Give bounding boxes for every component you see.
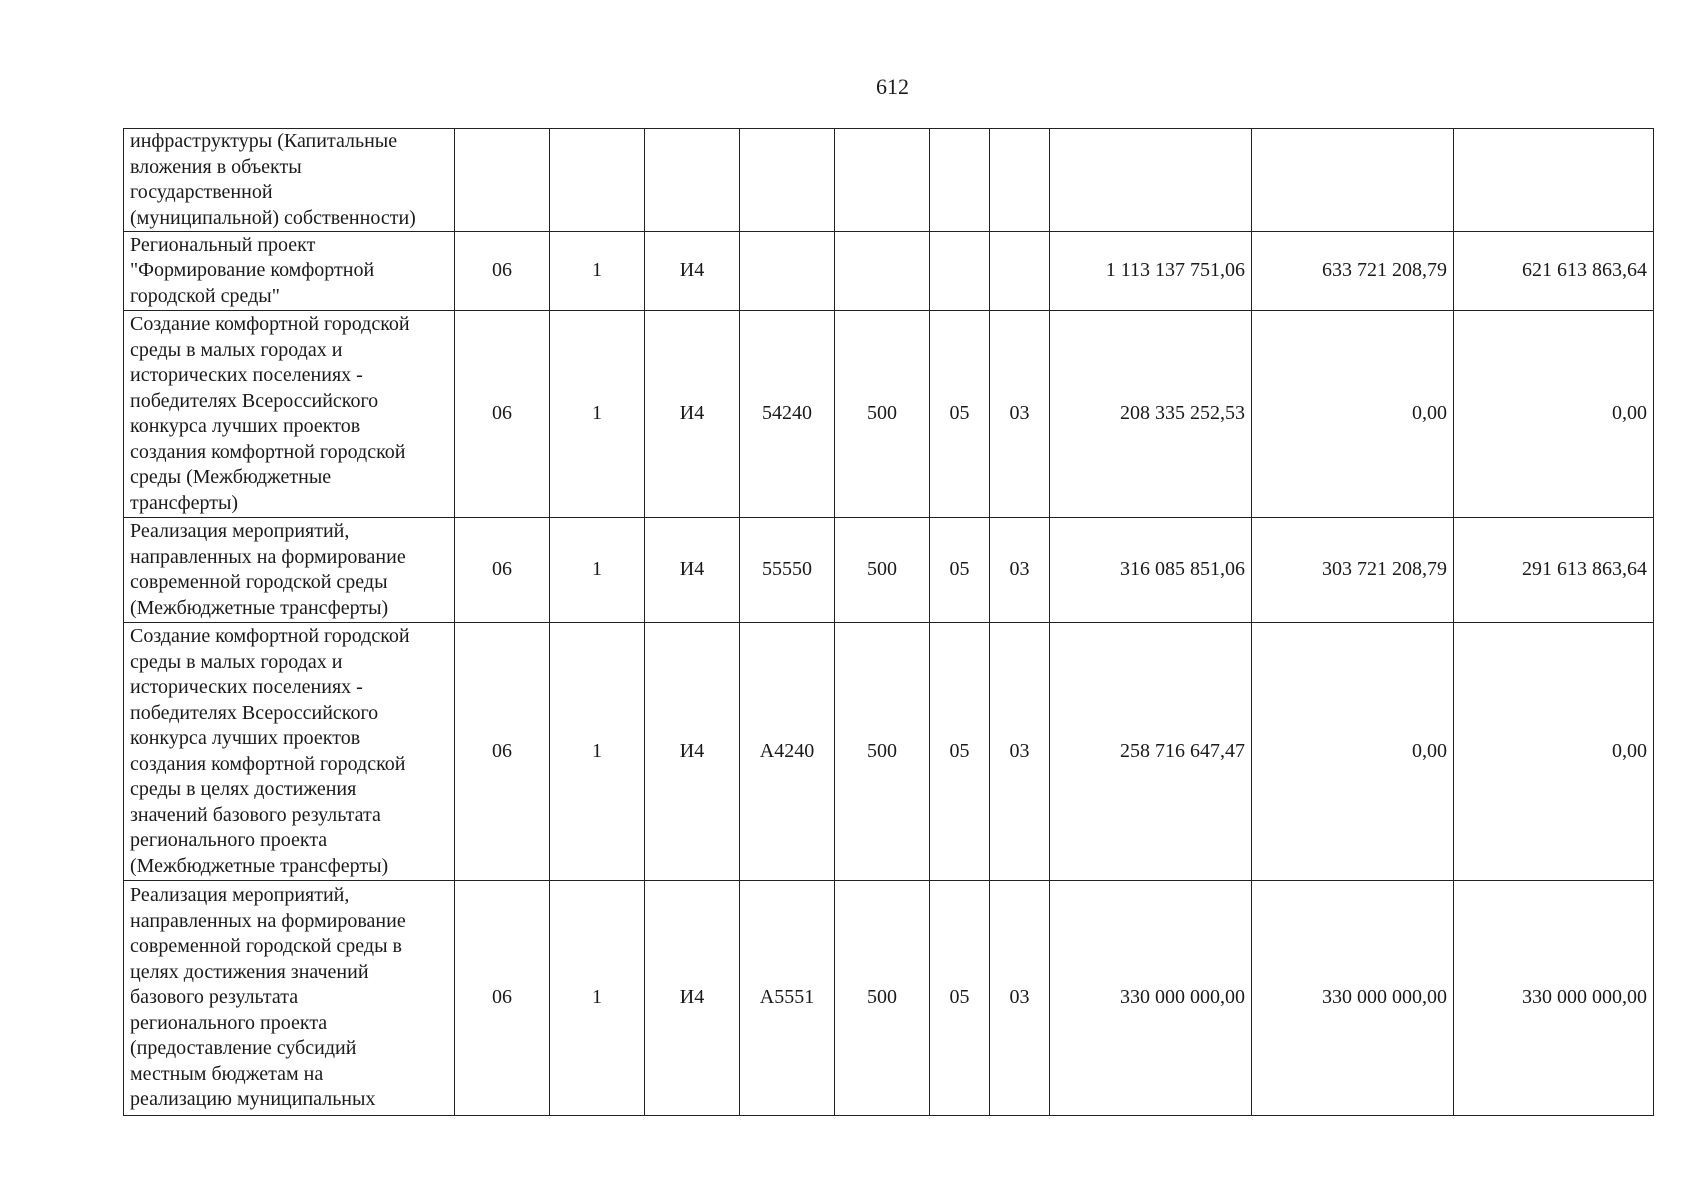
amount-year-2: 633 721 208,79 xyxy=(1252,232,1454,311)
page-number: 612 xyxy=(876,74,909,99)
subprogram-code: 1 xyxy=(550,881,645,1116)
table-row xyxy=(124,518,1654,623)
project-code: И4 xyxy=(645,518,740,623)
amount-year-3: 0,00 xyxy=(1454,623,1654,881)
expense-type: 500 xyxy=(835,311,930,518)
direction-code xyxy=(740,232,835,311)
subprogram-code: 1 xyxy=(550,311,645,518)
amount-year-1 xyxy=(1050,129,1252,232)
project-code: И4 xyxy=(645,232,740,311)
subsection: 03 xyxy=(990,623,1050,881)
amount-year-1: 208 335 252,53 xyxy=(1050,311,1252,518)
subprogram-code xyxy=(550,129,645,232)
program-code xyxy=(455,129,550,232)
expense-type: 500 xyxy=(835,881,930,1116)
section xyxy=(930,129,990,232)
row-description: Региональный проект "Формирование комфортной городской среды" xyxy=(124,232,455,311)
program-code: 06 xyxy=(455,881,550,1116)
program-code: 06 xyxy=(455,311,550,518)
row-description: Реализация мероприятий, направленных на формирование современной городской среды в целях достижения значений базового результата регионального проекта (предоставление субсидий местным бюджетам на реализацию муниципальных xyxy=(124,881,455,1116)
amount-year-1: 316 085 851,06 xyxy=(1050,518,1252,623)
expense-type xyxy=(835,232,930,311)
amount-year-1: 258 716 647,47 xyxy=(1050,623,1252,881)
amount-year-3: 621 613 863,64 xyxy=(1454,232,1654,311)
table-row xyxy=(124,623,1654,881)
subsection: 03 xyxy=(990,311,1050,518)
subprogram-code: 1 xyxy=(550,518,645,623)
amount-year-1: 330 000 000,00 xyxy=(1050,881,1252,1116)
direction-code: А4240 xyxy=(740,623,835,881)
amount-year-2: 303 721 208,79 xyxy=(1252,518,1454,623)
section: 05 xyxy=(930,881,990,1116)
subsection xyxy=(990,129,1050,232)
table-row xyxy=(124,311,1654,518)
subprogram-code: 1 xyxy=(550,623,645,881)
program-code: 06 xyxy=(455,623,550,881)
section: 05 xyxy=(930,623,990,881)
table-row xyxy=(124,232,1654,311)
row-description: Создание комфортной городской среды в малых городах и исторических поселениях - победителях Всероссийского конкурса лучших проектов создания комфортной городской среды в целях достижения значений базового результата регионального проекта (Межбюджетные трансферты) xyxy=(124,623,455,881)
program-code: 06 xyxy=(455,232,550,311)
subsection: 03 xyxy=(990,881,1050,1116)
amount-year-2: 0,00 xyxy=(1252,623,1454,881)
program-code: 06 xyxy=(455,518,550,623)
subsection: 03 xyxy=(990,518,1050,623)
direction-code: 54240 xyxy=(740,311,835,518)
expense-type: 500 xyxy=(835,623,930,881)
amount-year-3 xyxy=(1454,129,1654,232)
row-description: инфраструктуры (Капитальные вложения в объекты государственной (муниципальной) собственности) xyxy=(124,129,455,232)
subsection xyxy=(990,232,1050,311)
section: 05 xyxy=(930,518,990,623)
row-description: Реализация мероприятий, направленных на формирование современной городской среды (Межбюджетные трансферты) xyxy=(124,518,455,623)
amount-year-2: 330 000 000,00 xyxy=(1252,881,1454,1116)
amount-year-3: 0,00 xyxy=(1454,311,1654,518)
budget-table xyxy=(123,128,1654,1116)
row-description: Создание комфортной городской среды в малых городах и исторических поселениях - победителях Всероссийского конкурса лучших проектов создания комфортной городской среды (Межбюджетные трансферты) xyxy=(124,311,455,518)
project-code: И4 xyxy=(645,881,740,1116)
amount-year-1: 1 113 137 751,06 xyxy=(1050,232,1252,311)
direction-code: А5551 xyxy=(740,881,835,1116)
expense-type xyxy=(835,129,930,232)
subprogram-code: 1 xyxy=(550,232,645,311)
amount-year-2 xyxy=(1252,129,1454,232)
amount-year-3: 291 613 863,64 xyxy=(1454,518,1654,623)
direction-code xyxy=(740,129,835,232)
project-code xyxy=(645,129,740,232)
table-row xyxy=(124,881,1654,1116)
section: 05 xyxy=(930,311,990,518)
table-row xyxy=(124,129,1654,232)
amount-year-2: 0,00 xyxy=(1252,311,1454,518)
project-code: И4 xyxy=(645,623,740,881)
expense-type: 500 xyxy=(835,518,930,623)
direction-code: 55550 xyxy=(740,518,835,623)
project-code: И4 xyxy=(645,311,740,518)
section xyxy=(930,232,990,311)
amount-year-3: 330 000 000,00 xyxy=(1454,881,1654,1116)
